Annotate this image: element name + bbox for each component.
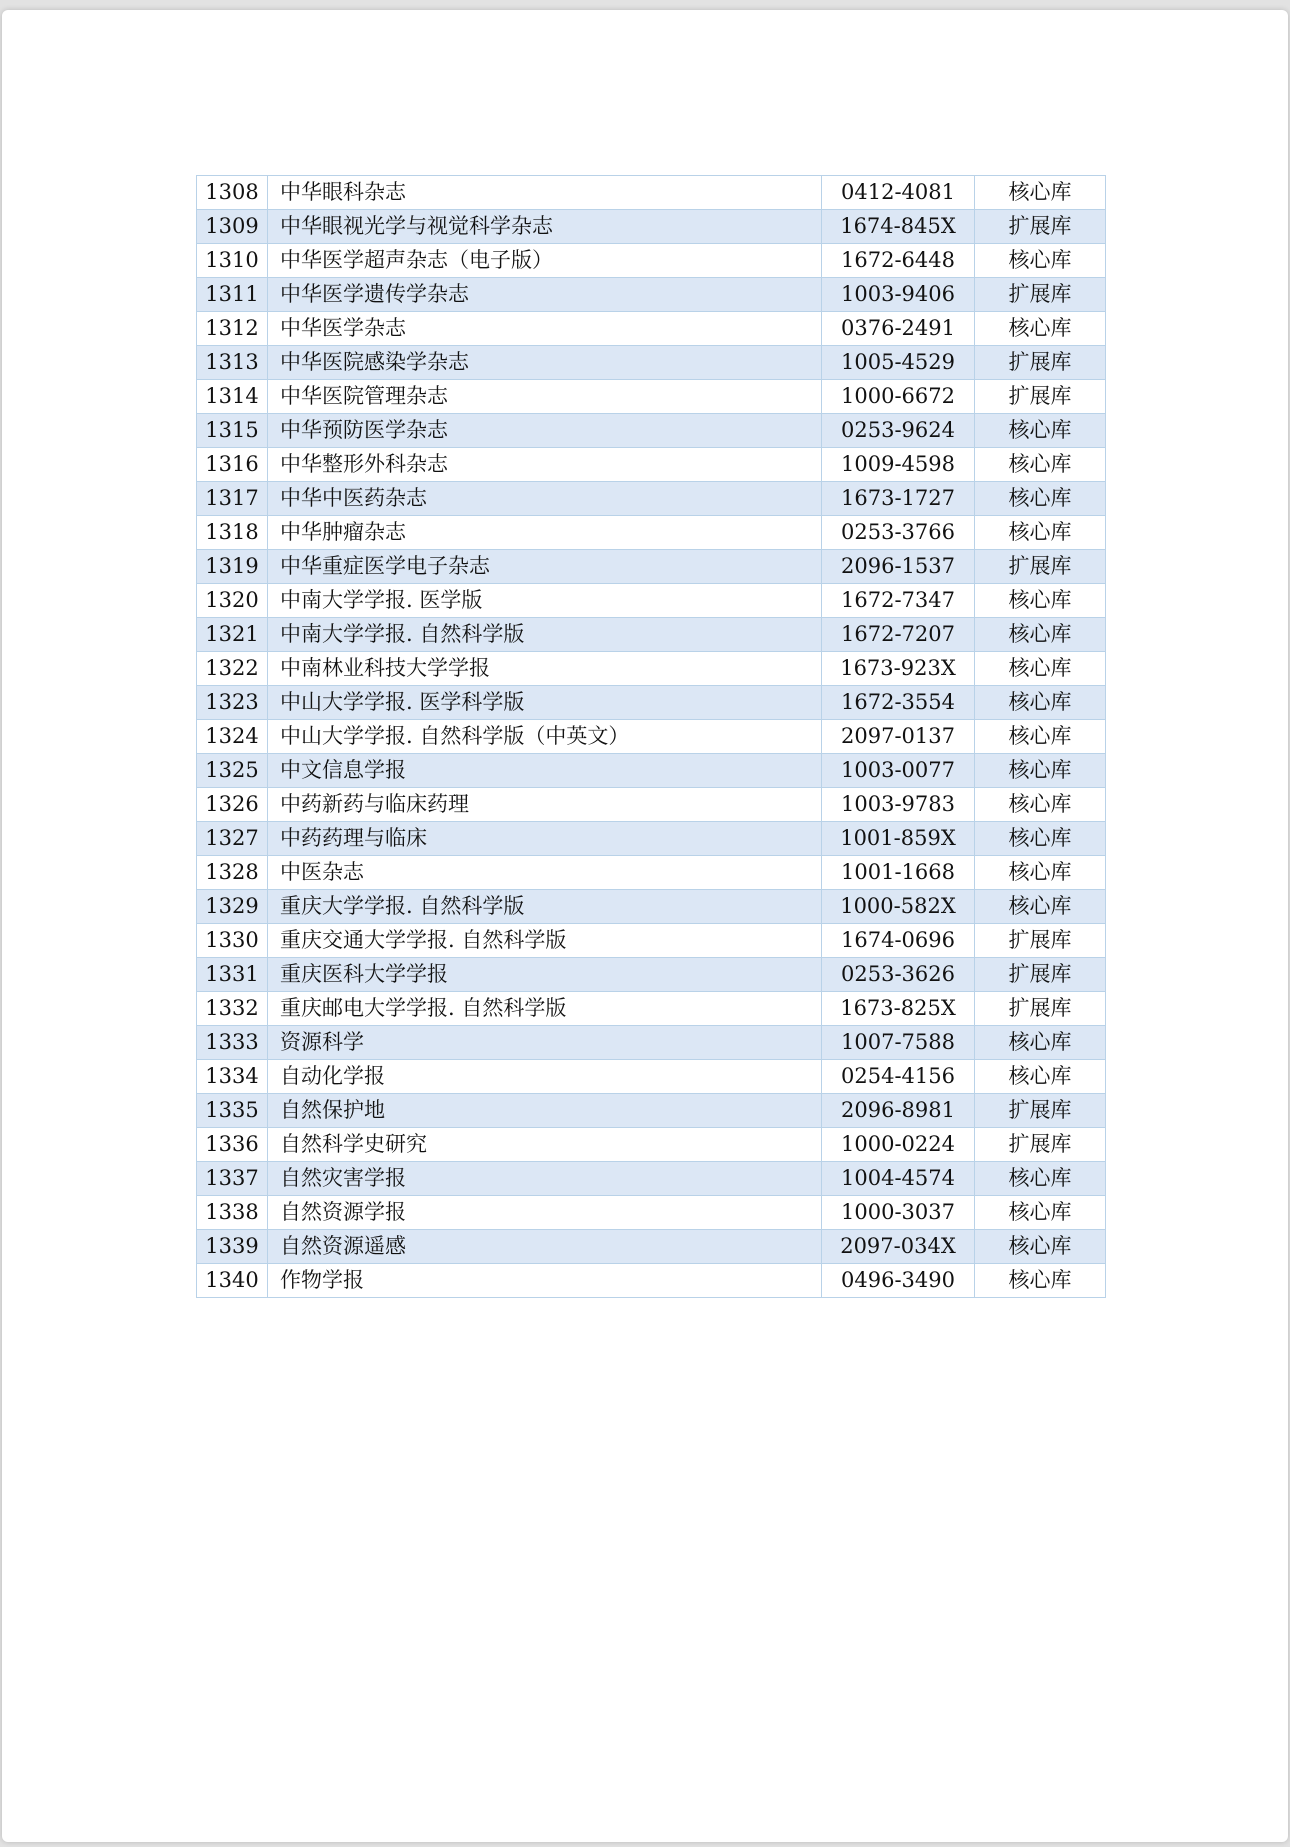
table-row [197,176,1106,210]
journal-issn: 2096-1537 [822,550,975,584]
table-row [197,482,1106,516]
journal-name: 中华重症医学电子杂志 [268,550,822,584]
journal-issn: 1005-4529 [822,346,975,380]
table-row [197,1026,1106,1060]
table-row [197,550,1106,584]
journal-issn: 1003-9783 [822,788,975,822]
table-row [197,312,1106,346]
table-row [197,244,1106,278]
row-number: 1340 [197,1264,268,1298]
library-category: 扩展库 [975,278,1106,312]
table-row [197,380,1106,414]
table-row [197,516,1106,550]
journal-issn: 1673-1727 [822,482,975,516]
row-number: 1309 [197,210,268,244]
library-category: 核心库 [975,312,1106,346]
journal-name: 作物学报 [268,1264,822,1298]
journal-name: 中华中医药杂志 [268,482,822,516]
library-category: 核心库 [975,618,1106,652]
row-number: 1338 [197,1196,268,1230]
journal-name: 重庆医科大学学报 [268,958,822,992]
table-row [197,448,1106,482]
row-number: 1317 [197,482,268,516]
table-row [197,1162,1106,1196]
journal-issn: 0496-3490 [822,1264,975,1298]
journal-name: 自然资源学报 [268,1196,822,1230]
journal-issn: 2097-034X [822,1230,975,1264]
row-number: 1322 [197,652,268,686]
library-category: 核心库 [975,1230,1106,1264]
journal-name: 中华医学超声杂志（电子版） [268,244,822,278]
library-category: 扩展库 [975,992,1106,1026]
journal-name: 重庆邮电大学学报. 自然科学版 [268,992,822,1026]
row-number: 1331 [197,958,268,992]
journal-issn: 1672-3554 [822,686,975,720]
journal-issn: 1003-9406 [822,278,975,312]
row-number: 1312 [197,312,268,346]
journal-issn: 0253-3626 [822,958,975,992]
journal-issn: 0412-4081 [822,176,975,210]
table-row [197,1230,1106,1264]
library-category: 核心库 [975,1162,1106,1196]
row-number: 1315 [197,414,268,448]
journal-issn: 2096-8981 [822,1094,975,1128]
row-number: 1310 [197,244,268,278]
table-row [197,720,1106,754]
library-category: 核心库 [975,448,1106,482]
row-number: 1326 [197,788,268,822]
library-category: 核心库 [975,414,1106,448]
journal-issn: 1004-4574 [822,1162,975,1196]
journal-issn: 1674-845X [822,210,975,244]
table-row [197,788,1106,822]
journal-issn: 0254-4156 [822,1060,975,1094]
journal-name: 重庆大学学报. 自然科学版 [268,890,822,924]
row-number: 1333 [197,1026,268,1060]
library-category: 扩展库 [975,346,1106,380]
journal-name: 中文信息学报 [268,754,822,788]
journal-issn: 1000-6672 [822,380,975,414]
library-category: 核心库 [975,584,1106,618]
journal-name: 中南大学学报. 医学版 [268,584,822,618]
row-number: 1316 [197,448,268,482]
journal-name: 中药新药与临床药理 [268,788,822,822]
journal-name: 中华医学杂志 [268,312,822,346]
journal-issn: 0253-9624 [822,414,975,448]
row-number: 1324 [197,720,268,754]
library-category: 核心库 [975,1060,1106,1094]
library-category: 核心库 [975,856,1106,890]
journal-name: 自然资源遥感 [268,1230,822,1264]
table-row [197,346,1106,380]
row-number: 1328 [197,856,268,890]
journal-issn: 1001-1668 [822,856,975,890]
library-category: 扩展库 [975,924,1106,958]
journal-name: 中华整形外科杂志 [268,448,822,482]
journal-issn: 2097-0137 [822,720,975,754]
table-row [197,992,1106,1026]
row-number: 1334 [197,1060,268,1094]
journal-issn: 1674-0696 [822,924,975,958]
journal-issn: 1672-7207 [822,618,975,652]
row-number: 1321 [197,618,268,652]
library-category: 核心库 [975,890,1106,924]
journal-issn: 1000-0224 [822,1128,975,1162]
journal-name: 中华眼科杂志 [268,176,822,210]
journal-issn: 1001-859X [822,822,975,856]
journal-name: 中华预防医学杂志 [268,414,822,448]
journal-issn: 1672-7347 [822,584,975,618]
table-row [197,278,1106,312]
table-row [197,584,1106,618]
library-category: 核心库 [975,482,1106,516]
row-number: 1308 [197,176,268,210]
library-category: 扩展库 [975,958,1106,992]
row-number: 1327 [197,822,268,856]
row-number: 1318 [197,516,268,550]
library-category: 核心库 [975,822,1106,856]
row-number: 1336 [197,1128,268,1162]
table-row [197,1264,1106,1298]
journal-name: 中华眼视光学与视觉科学杂志 [268,210,822,244]
journal-name: 自然科学史研究 [268,1128,822,1162]
document-page [2,10,1288,1842]
table-row [197,958,1106,992]
library-category: 扩展库 [975,1094,1106,1128]
table-row [197,856,1106,890]
journal-issn: 0376-2491 [822,312,975,346]
table-row [197,210,1106,244]
journal-issn: 1673-825X [822,992,975,1026]
table-row [197,1060,1106,1094]
library-category: 核心库 [975,516,1106,550]
journal-name: 自动化学报 [268,1060,822,1094]
row-number: 1337 [197,1162,268,1196]
table-row [197,1094,1106,1128]
journal-issn: 1009-4598 [822,448,975,482]
journal-issn: 0253-3766 [822,516,975,550]
table-row [197,822,1106,856]
journal-name: 重庆交通大学学报. 自然科学版 [268,924,822,958]
journal-name: 中南大学学报. 自然科学版 [268,618,822,652]
library-category: 核心库 [975,176,1106,210]
row-number: 1332 [197,992,268,1026]
table-row [197,754,1106,788]
row-number: 1313 [197,346,268,380]
journal-name: 中医杂志 [268,856,822,890]
table-row [197,652,1106,686]
journal-name: 中药药理与临床 [268,822,822,856]
library-category: 核心库 [975,754,1106,788]
library-category: 核心库 [975,652,1106,686]
row-number: 1335 [197,1094,268,1128]
row-number: 1329 [197,890,268,924]
table-row [197,890,1106,924]
library-category: 核心库 [975,686,1106,720]
row-number: 1330 [197,924,268,958]
library-category: 扩展库 [975,380,1106,414]
row-number: 1325 [197,754,268,788]
library-category: 核心库 [975,244,1106,278]
journal-name: 资源科学 [268,1026,822,1060]
journal-name: 自然灾害学报 [268,1162,822,1196]
journal-name: 中华肿瘤杂志 [268,516,822,550]
journal-name: 中南林业科技大学学报 [268,652,822,686]
journal-name: 自然保护地 [268,1094,822,1128]
journal-issn: 1007-7588 [822,1026,975,1060]
journal-issn: 1003-0077 [822,754,975,788]
row-number: 1323 [197,686,268,720]
library-category: 扩展库 [975,550,1106,584]
row-number: 1314 [197,380,268,414]
table-row [197,1196,1106,1230]
library-category: 核心库 [975,1264,1106,1298]
library-category: 扩展库 [975,1128,1106,1162]
journal-table-body [197,176,1106,1298]
library-category: 核心库 [975,788,1106,822]
row-number: 1320 [197,584,268,618]
library-category: 核心库 [975,1196,1106,1230]
journal-name: 中华医学遗传学杂志 [268,278,822,312]
row-number: 1311 [197,278,268,312]
journal-name: 中山大学学报. 医学科学版 [268,686,822,720]
journal-name: 中华医院管理杂志 [268,380,822,414]
table-row [197,414,1106,448]
row-number: 1339 [197,1230,268,1264]
library-category: 扩展库 [975,210,1106,244]
journal-issn: 1000-3037 [822,1196,975,1230]
journal-issn: 1672-6448 [822,244,975,278]
journal-name: 中山大学学报. 自然科学版（中英文） [268,720,822,754]
library-category: 核心库 [975,1026,1106,1060]
table-row [197,1128,1106,1162]
table-row [197,618,1106,652]
journal-issn: 1673-923X [822,652,975,686]
table-row [197,686,1106,720]
library-category: 核心库 [975,720,1106,754]
table-row [197,924,1106,958]
journal-name: 中华医院感染学杂志 [268,346,822,380]
journal-issn: 1000-582X [822,890,975,924]
journal-table [196,175,1106,1298]
row-number: 1319 [197,550,268,584]
